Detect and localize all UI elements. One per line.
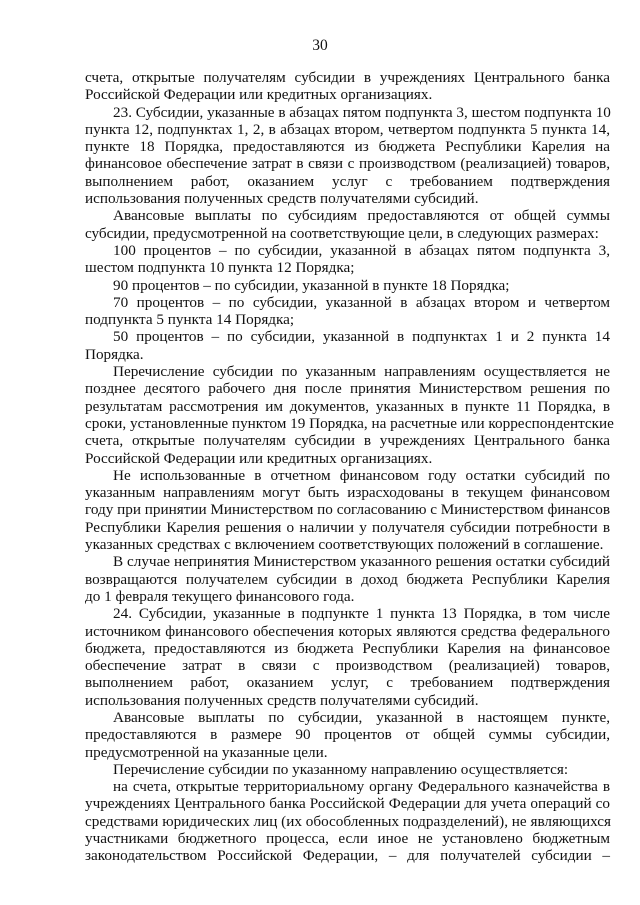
text-line: Перечисление субсидии по указанным направлениям осуществляется не xyxy=(113,363,610,381)
text-line: указанным направлениям могут быть израсходованы в текущем финансовом xyxy=(85,484,610,502)
text-line: Порядка. xyxy=(85,345,144,363)
text-line: указанных средствах с включением соответствующих положений в соглашение. xyxy=(85,536,604,554)
text-line: сроки, установленные пунктом 19 Порядка, на расчетные или корреспондентские xyxy=(85,414,614,432)
text-line: 100 процентов – по субсидии, указанной в абзацах пятом подпункта 3, xyxy=(113,241,610,259)
text-line: предоставляются в размере 90 процентов от общей суммы субсидии, xyxy=(85,726,610,744)
text-line: на счета, открытые территориальному органу Федерального казначейства в xyxy=(113,778,610,796)
text-line: 90 процентов – по субсидии, указанной в пункте 18 Порядка; xyxy=(113,276,510,294)
text-line: подпункта 5 пункта 14 Порядка; xyxy=(85,311,295,329)
text-line: Авансовые выплаты по субсидии, указанной в настоящем пункте, xyxy=(113,708,610,726)
text-line: Перечисление субсидии по указанному направлению осуществляется: xyxy=(113,760,569,778)
body-text xyxy=(85,69,614,865)
text-line: выполнением работ, оказанием услуг с требованием подтверждения xyxy=(85,172,610,190)
text-line: В случае непринятия Министерством указанного решения остатки субсидий xyxy=(113,553,610,571)
text-line: счета, открытые получателям субсидии в учреждениях Центрального банка xyxy=(85,432,610,450)
text-line: средствами юридических лиц (их обособленных подразделений), не являющихся xyxy=(85,812,612,830)
text-line: Российской Федерации или кредитных организациях. xyxy=(85,449,433,467)
text-line: субсидии, предусмотренной на соответствующие цели, в следующих размерах: xyxy=(85,224,599,242)
text-line: результатам рассмотрения им документов, указанных в пункте 11 Порядка, в xyxy=(85,397,610,415)
text-line: Российской Федерации или кредитных организациях. xyxy=(85,86,433,104)
text-line: 24. Субсидии, указанные в подпункте 1 пункта 13 Порядка, в том числе xyxy=(113,605,610,623)
text-line: году при принятии Министерством по согласованию с Министерством финансов xyxy=(85,501,611,519)
text-line: Республики Карелия решения о наличии у получателя субсидии потребности в xyxy=(85,518,610,536)
text-line: возвращаются получателем субсидии в доход бюджета Республики Карелия xyxy=(85,570,610,588)
text-line: Не использованные в отчетном финансовом году остатки субсидий по xyxy=(113,466,610,484)
text-line: источником финансового обеспечения которых являются средства федерального xyxy=(85,622,610,640)
text-line: 23. Субсидии, указанные в абзацах пятом подпункта 3, шестом подпункта 10 xyxy=(113,103,611,121)
text-line: 70 процентов – по субсидии, указанной в абзацах втором и четвертом xyxy=(113,293,610,311)
text-line: шестом подпункта 10 пункта 12 Порядка; xyxy=(85,259,355,277)
text-line: до 1 февраля текущего финансового года. xyxy=(85,587,355,605)
text-line: законодательством Российской Федерации, – для получателей субсидии – xyxy=(85,847,610,865)
text-line: 50 процентов – по субсидии, указанной в подпунктах 1 и 2 пункта 14 xyxy=(113,328,610,346)
page-number: 30 xyxy=(312,37,328,54)
text-line: счета, открытые получателям субсидии в учреждениях Центрального банка xyxy=(85,69,610,86)
text-line: участниками бюджетного процесса, если иное не установлено бюджетным xyxy=(85,830,610,848)
text-line: обеспечение затрат в связи с производством (реализацией) товаров, xyxy=(85,657,610,675)
text-line: использования полученных средств получателями субсидий. xyxy=(85,691,479,709)
text-line: Авансовые выплаты по субсидиям предоставляются от общей суммы xyxy=(113,207,610,225)
text-line: бюджета, предоставляются из бюджета Республики Карелия на финансовое xyxy=(85,639,610,657)
text-line: использования полученных средств получателями субсидий. xyxy=(85,190,479,208)
text-line: финансовое обеспечение затрат в связи с производством (реализацией) товаров, xyxy=(85,155,610,173)
text-line: пункта 12, подпунктах 1, 2, в абзацах втором, четвертом подпункта 5 пункта 14, xyxy=(85,120,610,138)
text-line: пункте 18 Порядка, предоставляются из бюджета Республики Карелия на xyxy=(85,138,610,156)
text-line: позднее десятого рабочего дня после принятия Министерством решения по xyxy=(85,380,610,398)
text-line: учреждениях Центрального банка Российской Федерации для учета операций со xyxy=(85,795,610,813)
text-line: выполнением работ, оказанием услуг, с требованием подтверждения xyxy=(85,674,610,692)
text-line: предусмотренной на указанные цели. xyxy=(85,743,328,761)
